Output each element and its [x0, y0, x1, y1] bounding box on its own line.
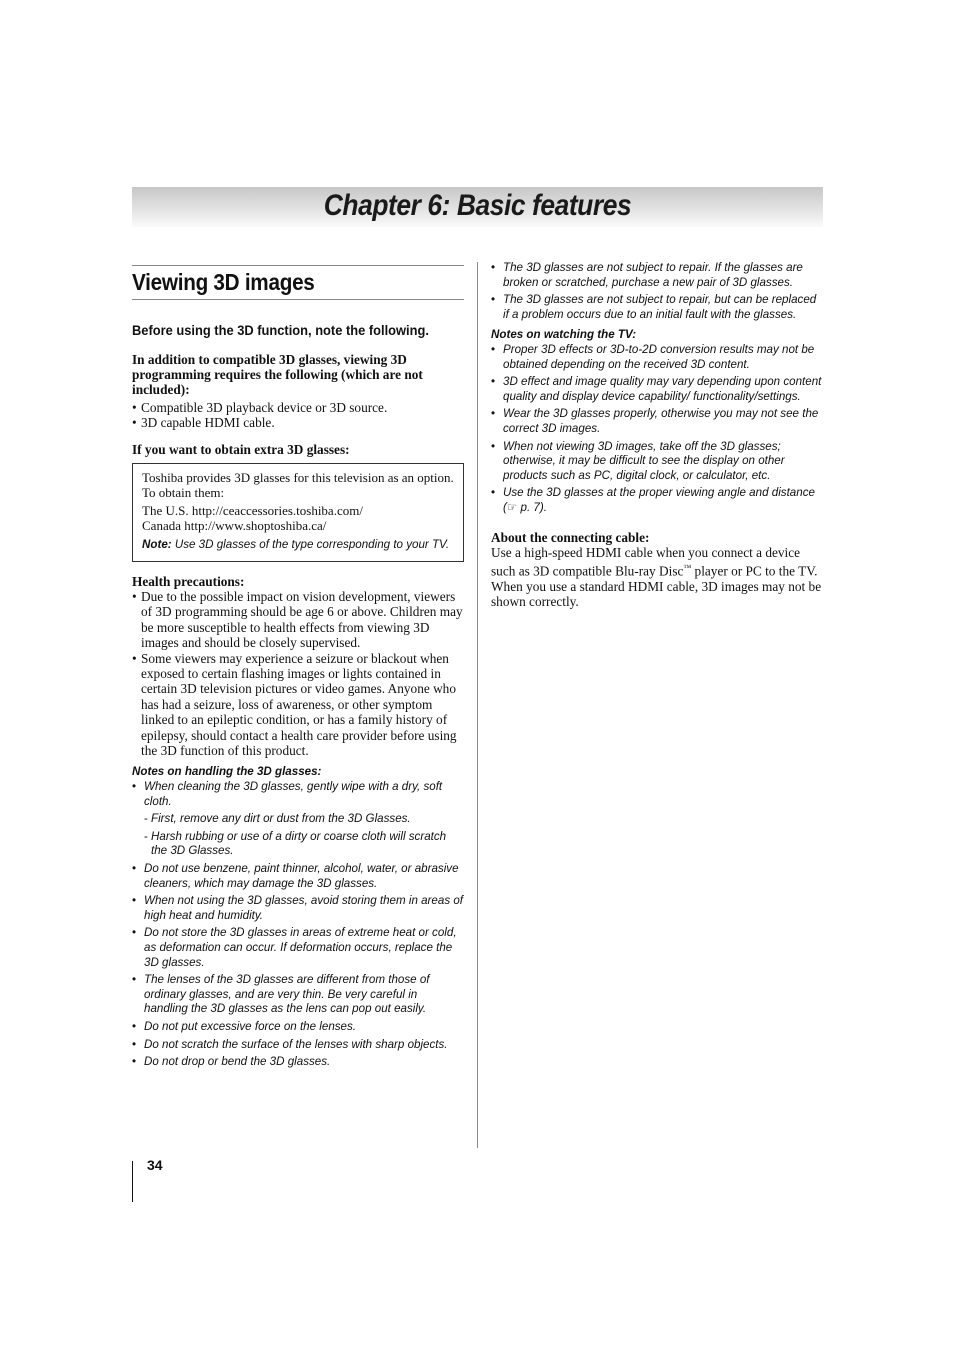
column-divider: [477, 262, 478, 1148]
glasses-info-box: [132, 463, 464, 562]
cable-heading: About the connecting cable:: [491, 529, 650, 545]
list-item: • Do not scratch the surface of the lenses with sharp objects.: [132, 1038, 464, 1053]
list-item-text: Use the 3D glasses at the proper viewing angle and distance (: [503, 486, 815, 514]
list-item: • Wear the 3D glasses properly, otherwise you may not see the correct 3D images.: [491, 407, 824, 436]
list-item: • Do not use benzene, paint thinner, alcohol, water, or abrasive cleaners, which may damage the 3D glasses.: [132, 862, 464, 891]
health-heading: Health precautions:: [132, 573, 245, 589]
list-item: • Do not drop or bend the 3D glasses.: [132, 1055, 464, 1070]
health-list: [132, 589, 464, 758]
list-item: • Do not store the 3D glasses in areas of extreme heat or cold, as deformation can occur. If deformation occurs, replace the 3D glasses.: [132, 926, 464, 970]
list-item: • When not viewing 3D images, take off the 3D glasses; otherwise, it may be difficult to see the display on other products such as PC, digital clock, or calculator, etc.: [491, 440, 824, 484]
list-item: - First, remove any dirt or dust from the 3D Glasses.: [144, 812, 464, 827]
us-url: The U.S. http://ceaccessories.toshiba.com/: [142, 503, 363, 519]
intro-subheading: Before using the 3D function, note the following.: [132, 322, 429, 338]
section-header: [132, 265, 464, 300]
handling-list: [132, 780, 464, 1070]
page-reference: p. 7).: [517, 500, 547, 514]
list-item: • The lenses of the 3D glasses are different from those of ordinary glasses, and are very thin. Be very careful in handling the 3D glasses as the lens can pop out easily.: [132, 973, 464, 1017]
list-item: • Do not put excessive force on the lenses.: [132, 1020, 464, 1035]
page-number: 34: [147, 1157, 163, 1173]
reference-hand-icon: ☞: [506, 500, 518, 514]
section-title: Viewing 3D images: [132, 269, 315, 295]
left-column: [132, 265, 464, 1073]
list-item: • 3D effect and image quality may vary depending upon content quality and display device capability/ functionality/settings.: [491, 375, 824, 404]
list-item: • Proper 3D effects or 3D-to-2D conversion results may not be obtained depending on the received 3D content.: [491, 343, 824, 372]
chapter-banner: [132, 187, 823, 227]
list-item: • Some viewers may experience a seizure or blackout when exposed to certain flashing images or lights contained in certain 3D television pictures or video games. Anyone who has had a seizure, loss of awareness, or other symptom linked to an epileptic condition, or has a family history of epilepsy, should contact a health care provider before using the 3D function of this product.: [132, 651, 464, 759]
chapter-title: Chapter 6: Basic features: [323, 189, 632, 222]
requirements-intro: In addition to compatible 3D glasses, viewing 3D programming requires the following (which are not included):: [132, 352, 423, 398]
list-item: • The 3D glasses are not subject to repair. If the glasses are broken or scratched, purchase a new pair of 3D glasses.: [491, 261, 824, 290]
box-note: [142, 538, 454, 553]
list-item-text: When cleaning the 3D glasses, gently wipe with a dry, soft cloth.: [144, 780, 443, 808]
list-item: • Compatible 3D playback device or 3D source.: [132, 400, 464, 415]
watching-list: [491, 343, 824, 516]
list-item: • The 3D glasses are not subject to repair, but can be replaced if a problem occurs due to an initial fault with the glasses.: [491, 293, 824, 322]
cleaning-steps: [132, 812, 464, 859]
cable-text: Use a high-speed HDMI cable when you connect a device such as 3D compatible Blu-ray Disc: [491, 544, 801, 579]
list-item: [132, 780, 464, 859]
watching-heading: Notes on watching the TV:: [491, 328, 637, 342]
right-column: [491, 261, 824, 609]
box-intro: Toshiba provides 3D glasses for this television as an option. To obtain them:: [142, 470, 454, 501]
list-item: • Due to the possible impact on vision development, viewers of 3D programming should be age 6 or above. Children may be more susceptible to health effects from viewing 3D images and should be closely supervised.: [132, 589, 464, 651]
note-label: Note:: [142, 538, 172, 552]
handling-heading: Notes on handling the 3D glasses:: [132, 765, 322, 779]
footer-rule: [132, 1161, 133, 1202]
trademark-symbol: ™: [683, 562, 692, 572]
list-item: [491, 486, 824, 515]
list-item: - Harsh rubbing or use of a dirty or coarse cloth will scratch the 3D Glasses.: [144, 830, 464, 859]
requirements-list: [132, 400, 464, 430]
cable-text-continued: player or PC to the TV. When you use a standard HDMI cable, 3D images may not be shown correctly.: [491, 563, 822, 609]
repair-list: [491, 261, 824, 322]
list-item: • When not using the 3D glasses, avoid storing them in areas of high heat and humidity.: [132, 894, 464, 923]
extra-glasses-heading: If you want to obtain extra 3D glasses:: [132, 442, 350, 458]
note-text: Use 3D glasses of the type corresponding to your TV.: [171, 538, 450, 552]
canada-url: Canada http://www.shoptoshiba.ca/: [142, 518, 327, 534]
cable-paragraph: [491, 545, 824, 609]
list-item: • 3D capable HDMI cable.: [132, 415, 464, 430]
